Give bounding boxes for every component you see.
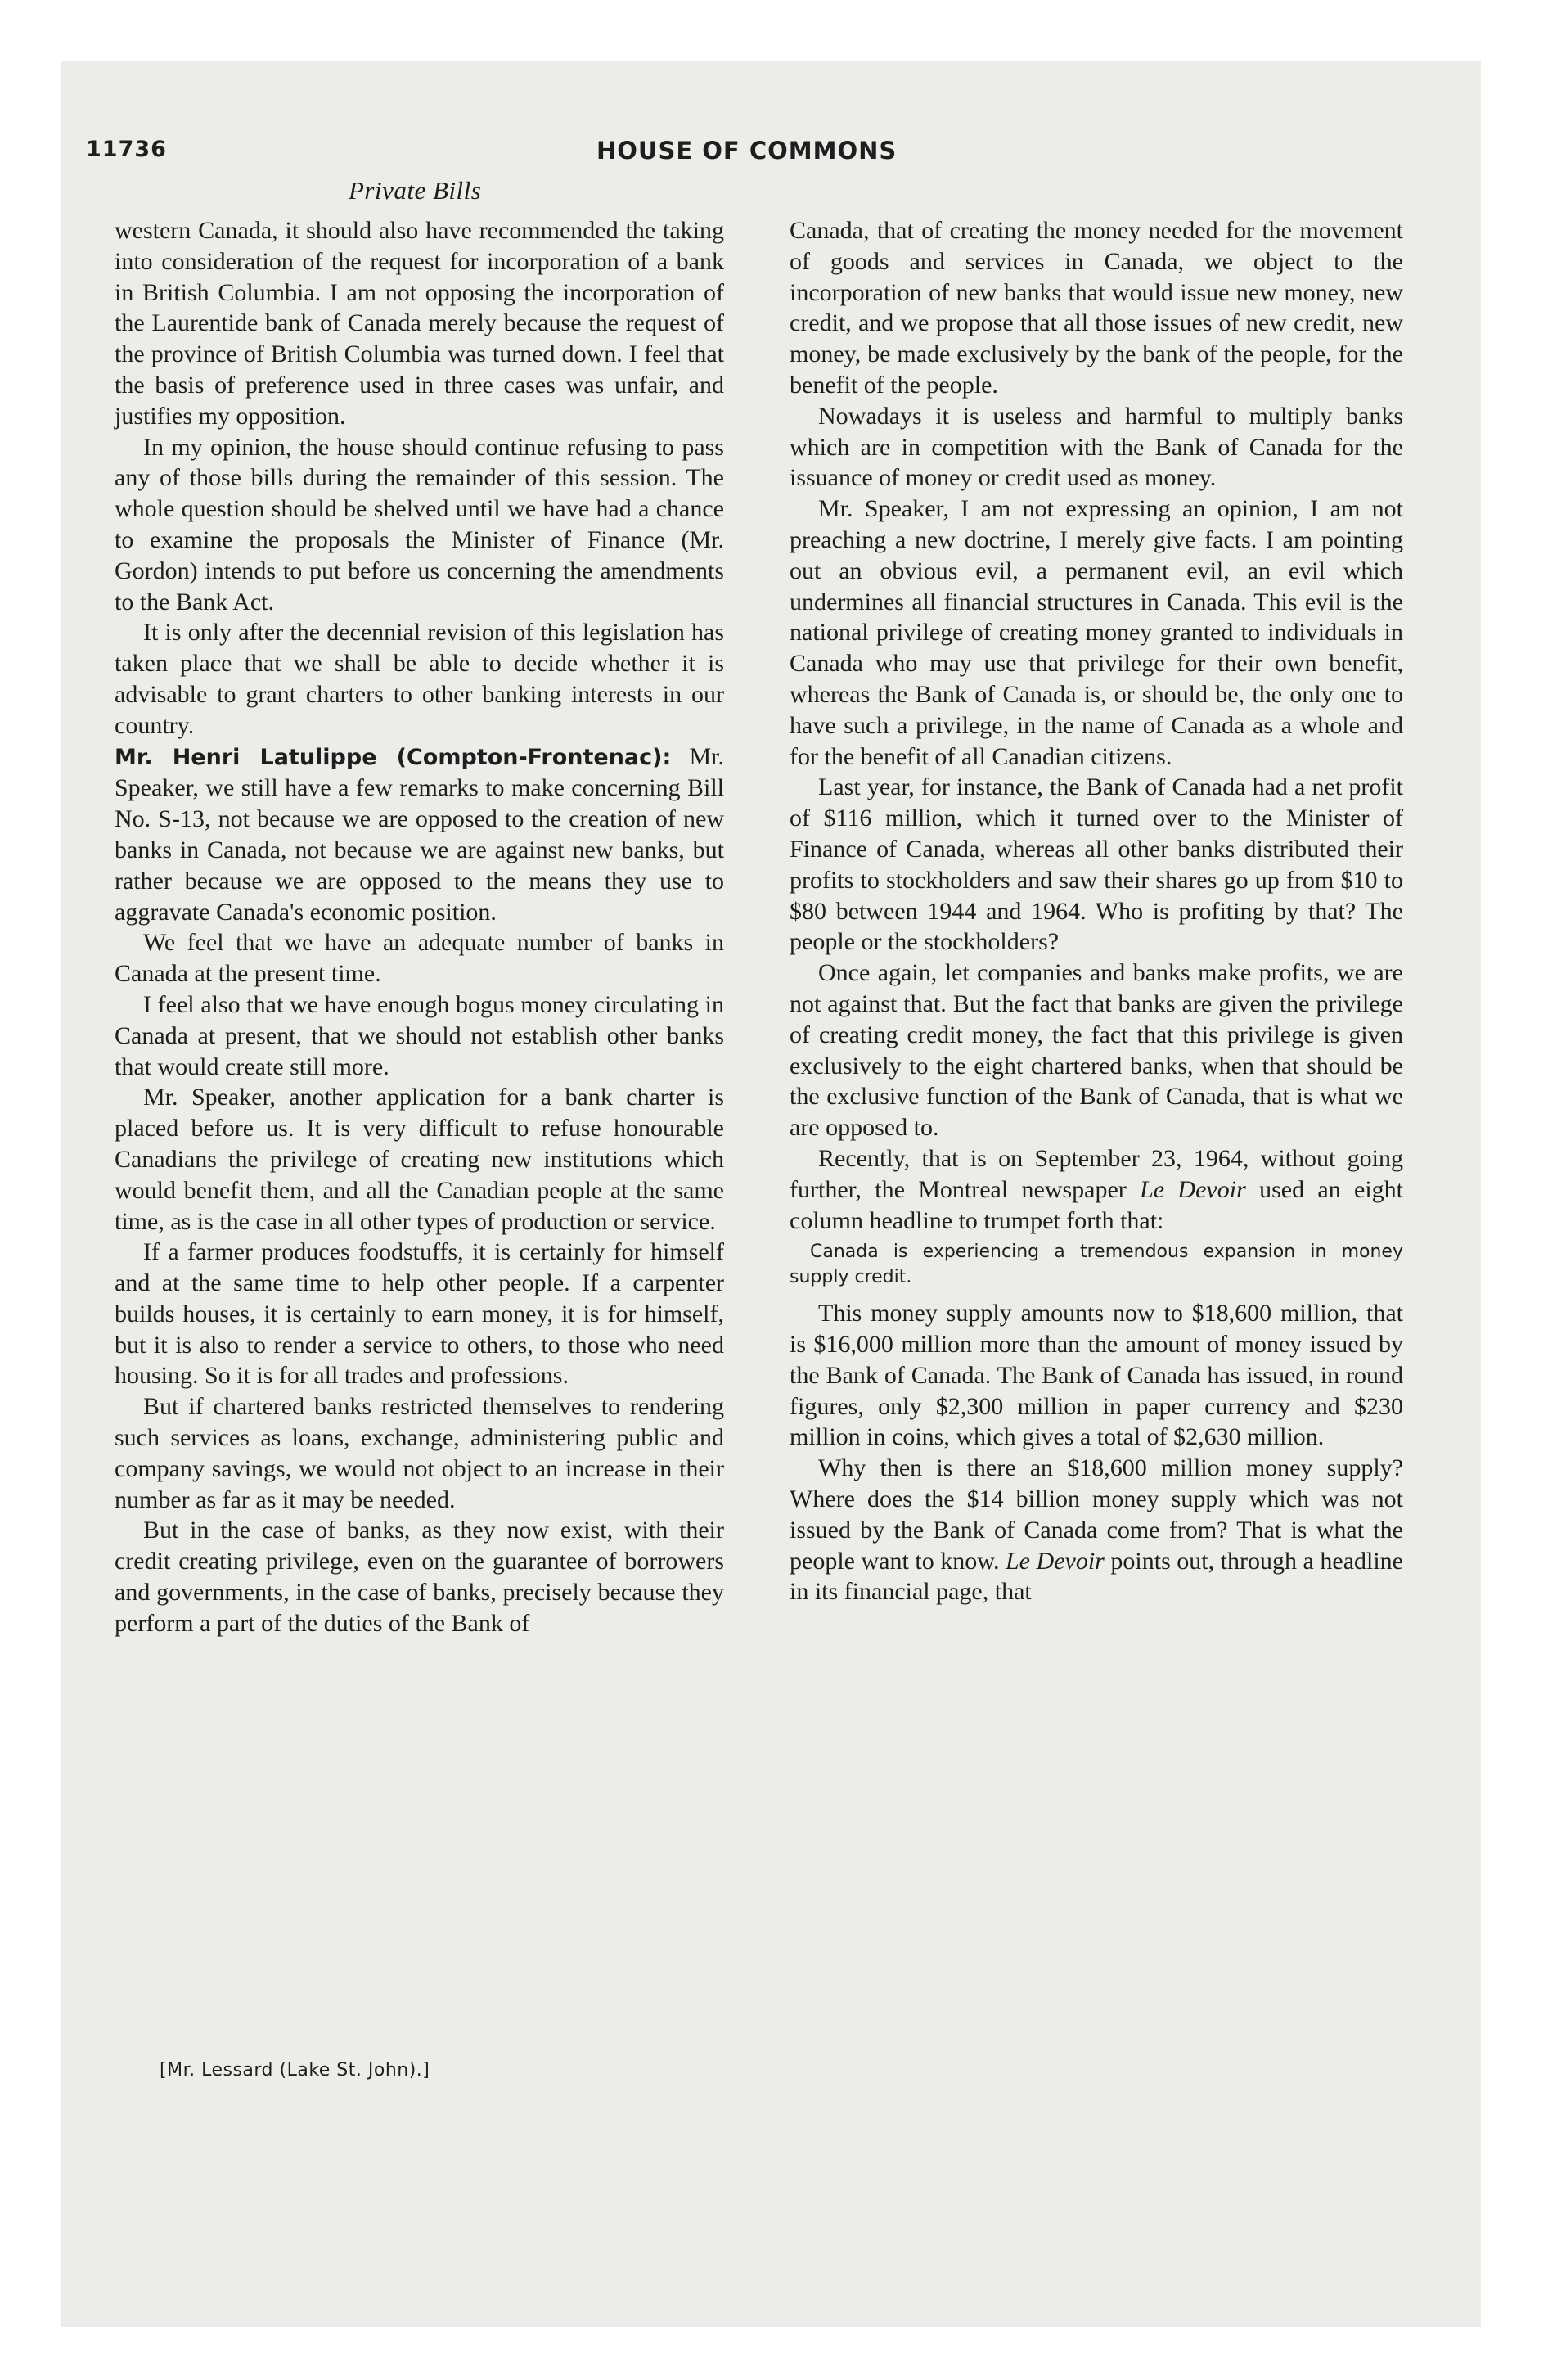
paragraph <box>790 1143 1403 1236</box>
left-column <box>115 215 724 1639</box>
speech-text: Mr. Speaker, we still have a few remarks to make concerning Bill No. S-13, not because we are opposed to the creation of new banks in Canada, not because we are against new banks, but rather because we are opposed to the means they use to aggravate Canada's economic position. <box>115 742 724 926</box>
paragraph: Canada, that of creating the money needed for the movement of goods and services in Canada, we object to the incorporation of new banks that would issue new money, new credit, and we propose that all those issues of new credit, new money, be made exclusively by the bank of the people, for the benefit of the people. <box>790 217 1403 399</box>
paragraph: In my opinion, the house should continue refusing to pass any of those bills during the remainder of this session. The whole question should be shelved until we have had a chance to examine the proposals the Minister of Finance (Mr. Gordon) intends to put before us concerning the amendments to the Bank Act. <box>115 433 724 615</box>
paragraph: western Canada, it should also have recommended the taking into consideration of the request for incorporation of a bank in British Columbia. I am not opposing the incorporation of the Laurentide bank of Canada merely because the request of the province of British Columbia was turned down. I feel that the basis of preference used in three cases was unfair, and justifies my opposition. <box>115 217 724 430</box>
speaker-name: Mr. Henri Latulippe (Compton-Frontenac): <box>115 744 672 770</box>
paragraph <box>790 1453 1403 1607</box>
paragraph: Nowadays it is useless and harmful to multiply banks which are in competition with the Bank of Canada for the issuance of money or credit used as money. <box>790 402 1403 492</box>
text-run: used an eight column headline to trumpet forth that: <box>790 1175 1404 1234</box>
right-column <box>790 215 1403 1607</box>
paragraph: If a farmer produces foodstuffs, it is certainly for himself and at the same time to help other people. If a carpenter builds houses, it is certainly to earn money, it is for himself, but it is also to render a service to others, to those who need housing. So it is for all trades and professions. <box>115 1238 724 1390</box>
speaker-attribution: [Mr. Lessard (Lake St. John).] <box>160 2060 430 2080</box>
running-title: HOUSE OF COMMONS <box>596 137 898 165</box>
text-run: Why then is there an $18,600 million money supply? Where does the $14 billion money supply which was not issued by the Bank of Canada come from? That is what the people want to know. <box>790 1454 1403 1575</box>
paragraph: Mr. Speaker, another application for a bank charter is placed before us. It is very difficult to refuse honourable Canadians the privilege of creating new institutions which would benefit them, and all the Canadian people at the same time, as is the case in all other types of production or service. <box>115 1084 724 1235</box>
paragraph: Once again, let companies and banks make profits, we are not against that. But the fact that banks are given the privilege of creating credit money, the fact that this privilege is given exclusively to the eight chartered banks, when that should be the exclusive function of the Bank of Canada, that is what we are opposed to. <box>790 959 1403 1142</box>
paragraph: Last year, for instance, the Bank of Canada had a net profit of $116 million, which it turned over to the Minister of Finance of Canada, whereas all other banks distributed their profits to stockholders and saw their shares go up from $10 to $80 between 1944 and 1964. Who is profiting by that? The people or the stockholders? <box>790 773 1403 956</box>
paragraph: But if chartered banks restricted themselves to rendering such services as loans, exchange, administering public and company savings, we would not object to an increase in their number as far as it may be needed. <box>115 1393 724 1513</box>
page-number: 11736 <box>86 137 167 162</box>
text-run: points out, through a headline in its financial page, that <box>790 1547 1403 1606</box>
newspaper-name: Le Devoir <box>1140 1175 1246 1203</box>
paragraph: We feel that we have an adequate number of banks in Canada at the present time. <box>115 929 724 988</box>
paragraph: Mr. Speaker, I am not expressing an opinion, I am not preaching a new doctrine, I merely give facts. I am pointing out an obvious evil, a permanent evil, an evil which undermines all financial structures in Canada. This evil is the national privilege of creating money granted to individuals in Canada who may use that privilege for their own benefit, whereas the Bank of Canada is, or should be, the only one to have such a privilege, in the name of Canada as a whole and for the benefit of all Canadian citizens. <box>790 495 1403 770</box>
paragraph: This money supply amounts now to $18,600 million, that is $16,000 million more than the amount of money issued by the Bank of Canada. The Bank of Canada has issued, in round figures, only $2,300 million in paper currency and $230 million in coins, which gives a total of $2,630 million. <box>790 1300 1403 1451</box>
text-run: Recently, that is on September 23, 1964, without going further, the Montreal newspaper <box>790 1144 1403 1203</box>
paragraph: It is only after the decennial revision of this legislation has taken place that we shall be able to decide whether it is advisable to grant charters to other banking interests in our country. <box>115 619 724 739</box>
block-quote: Canada is experiencing a tremendous expansion in money supply credit. <box>790 1242 1403 1288</box>
page-header <box>61 137 1481 169</box>
paragraph: But in the case of banks, as they now exist, with their credit creating privilege, even on the guarantee of borrowers and governments, in the case of banks, precisely because they perform a part of the duties of the Bank of <box>115 1517 724 1637</box>
newspaper-name: Le Devoir <box>1006 1547 1105 1575</box>
paragraph: I feel also that we have enough bogus money circulating in Canada at present, that we should not establish other banks that would create still more. <box>115 990 724 1080</box>
speaker-paragraph <box>115 741 724 928</box>
section-title: Private Bills <box>349 176 482 205</box>
document-page <box>61 61 1481 2327</box>
